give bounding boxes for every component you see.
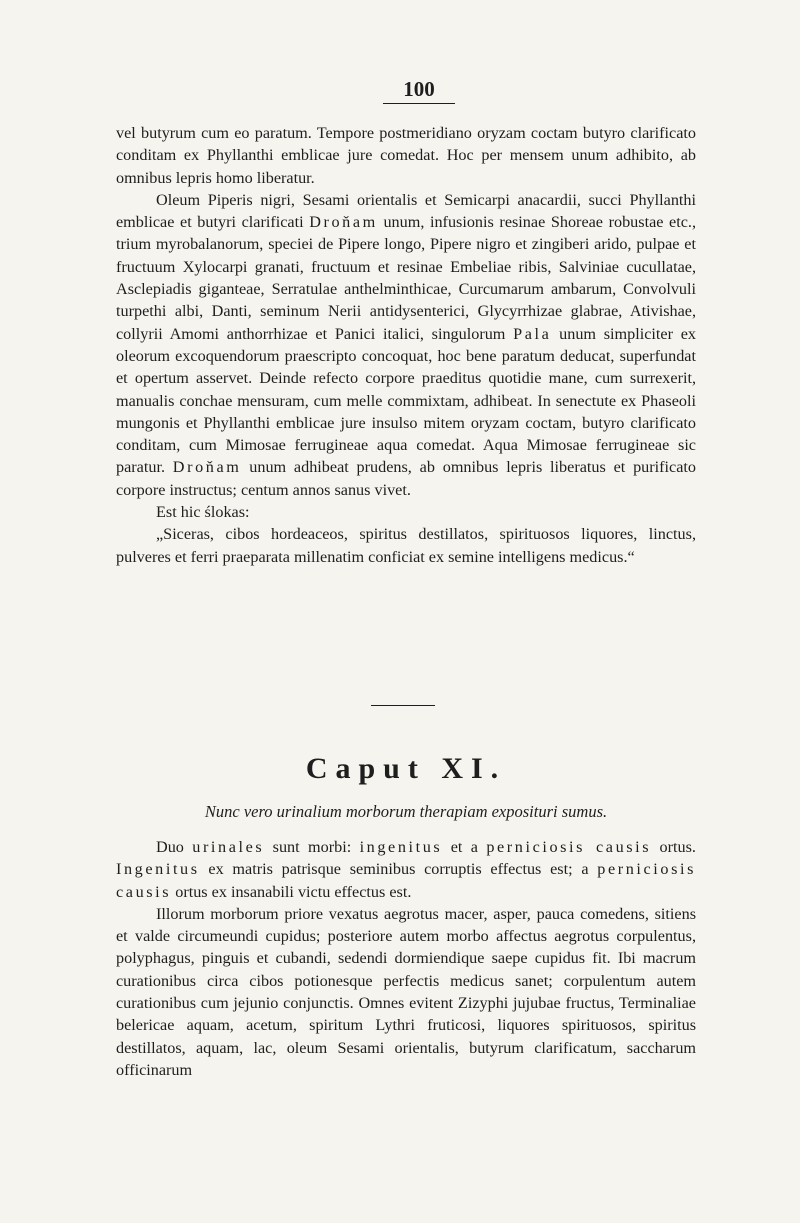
text-run: et a [442, 838, 487, 856]
text-run: ortus ex insanabili victu effectus est. [171, 882, 412, 901]
text-run: unum adhibeat prudens, ab omnibus lepris liberatus et purificato corpore instructus; centum annos sanus vivet. [116, 458, 696, 499]
page-number: 100 [403, 77, 435, 101]
spaced-term: perniciosis causis [116, 860, 696, 901]
chapter-title: Caput XI. [305, 752, 507, 785]
text-run: ortus. [651, 838, 696, 856]
paragraph-1: vel butyrum cum eo paratum. Tempore postmeridiano oryzam coctam butyro clarificato conditam ex Phyllanthi emblicae jure comedat. Hoc per mensem unum adhibito, ab omnibus lepris homo liberatur. [116, 124, 696, 187]
paragraph-4-quote: „Siceras, cibos hordeaceos, spiritus destillatos, spirituosos liquores, linctus, pulveres et ferri praeparata millenatim conficiat ex semine intelligens medicus.“ [116, 525, 696, 566]
text-run: sunt morbi: [264, 838, 360, 856]
text-run: Oleum Piperis nigri, Sesami orientalis et Semicarpi anacardii, succi Phyllanthi emblicae et butyri clarificati [116, 190, 696, 232]
section-divider [371, 705, 435, 706]
paragraph-2 [116, 189, 696, 501]
page-number-rule [383, 103, 455, 104]
paragraph-5 [116, 836, 696, 903]
spaced-term: ingenitus [359, 838, 443, 856]
text-block-lower [116, 836, 696, 1081]
text-run: unum simpliciter ex oleorum excoquendorum praescripto concoquat, hoc bene paratum deducat, superfundat et opertum asservet. Deinde refecto corpore praeditus quotidie mane, cum surrexerit, manualis conchae mensuram, cum melle commixtam, adhibeat. In senectute ex Phaseoli mungonis et Phyllanthi emblicae jure insulso mitem oryzam coctam, butyro clarificato conditam, cum Mimosae ferrugineae aqua comedat. Aqua Mimosae ferrugineae sic paratur. [116, 324, 696, 477]
chapter-subtitle: Nunc vero urinalium morborum therapiam exposituri sumus. [204, 802, 608, 821]
paragraph-6: Illorum morborum priore vexatus aegrotus macer, asper, pauca comedens, sitiens et valde circumeundi cupidus; posteriore autem morbo affectus aegrotus corpulentus, polyphagus, pinguis et cubandi, sedendi dormiendique saepe cupidus fit. Ibi macrum curationibus circa cibos potionesque perfectis medicus sanet; corpulentum autem curationibus cum jejunio conjunctis. Omnes evitent Zizyphi jujubae fructus, Terminaliae belericae aquam, acetum, spiritum Lythri fruticosi, liquores spirituosos, spiritus destillatos, aquam, lac, oleum Sesami orientalis, butyrum clarificatum, saccharum officinarum [116, 904, 696, 1079]
spaced-term: urinales [192, 838, 265, 856]
text-block-upper [116, 122, 696, 568]
spaced-term: Droňam [309, 213, 378, 232]
text-run: ex matris patrisque seminibus corruptis effectus est; a [199, 860, 598, 879]
paragraph-3: Est hic ślokas: [156, 503, 250, 522]
text-run: unum, infusionis resinae Shoreae robustae etc., trium myrobalanorum, speciei de Pipere longo, Pipere nigro et zingiberi arido, pulpae et fructuum Xylocarpi granati, fructuum et resinae Embeliae ribis, Salviniae cucullatae, Asclepiadis giganteae, Serratulae anthelminthicae, Curcumarum ambarum, Convolvuli turpethi albi, Danti, seminum Nerii antidysenterici, Glycyrrhizae glabrae, Ativishae, collyrii Amomi anthorrhizae et Panici italici, singulorum [116, 213, 696, 343]
spaced-term: perniciosis causis [486, 838, 652, 856]
text-run: Duo [156, 838, 193, 856]
spaced-term: Ingenitus [116, 860, 200, 879]
spaced-term: Pala [513, 324, 552, 343]
spaced-term: Droňam [172, 458, 242, 477]
